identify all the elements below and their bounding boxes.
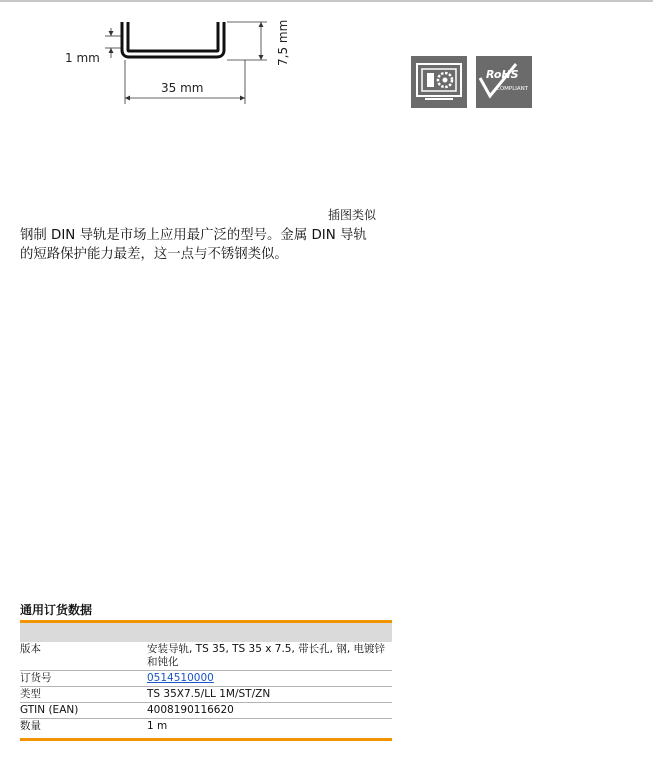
description-line: 钢制 DIN 导轨是市场上应用最广泛的型号。金属 DIN 导轨 [20, 228, 367, 243]
product-description [20, 226, 392, 264]
thickness-label: 1 mm [65, 51, 100, 65]
row-value: 4008190116620 [147, 703, 392, 719]
table-row [20, 703, 392, 719]
section-title: 通用订货数据 [20, 603, 93, 617]
row-label: 订货号 [20, 671, 147, 687]
order-number-link[interactable]: 0514510000 [147, 672, 214, 684]
table-row [20, 687, 392, 703]
row-label: GTIN (EAN) [20, 703, 147, 719]
table-row [20, 719, 392, 735]
top-divider [0, 0, 653, 2]
row-label: 数量 [20, 720, 41, 732]
accent-rule-bottom [20, 738, 392, 741]
monitor-gear-icon [411, 56, 467, 108]
width-label: 35 mm [161, 81, 204, 95]
table-row [20, 642, 392, 671]
rohs-check-icon [476, 56, 532, 108]
row-label: 类型 [20, 687, 147, 703]
order-data-table [20, 642, 392, 734]
height-label: 7,5 mm [276, 19, 290, 66]
rohs-badge [476, 56, 532, 108]
order-number-cell [147, 671, 392, 687]
row-value: 1 m [147, 720, 168, 732]
image-caption: 插图类似 [328, 208, 377, 222]
rohs-sub: COMPLIANT [496, 86, 529, 92]
rohs-title: RoHS [486, 68, 519, 81]
row-value: TS 35X7.5/LL 1M/ST/ZN [147, 687, 392, 703]
environment-badge [411, 56, 467, 108]
description-line: 的短路保护能力最差，这一点与不锈钢类似。 [20, 247, 288, 262]
table-header-band [20, 623, 392, 642]
row-label: 版本 [20, 642, 147, 671]
rail-profile-diagram [55, 14, 305, 114]
rail-profile [125, 22, 221, 54]
row-value: 安装导轨, TS 35, TS 35 x 7.5, 带长孔, 钢, 电镀锌和钝化 [147, 642, 392, 671]
table-row [20, 671, 392, 687]
